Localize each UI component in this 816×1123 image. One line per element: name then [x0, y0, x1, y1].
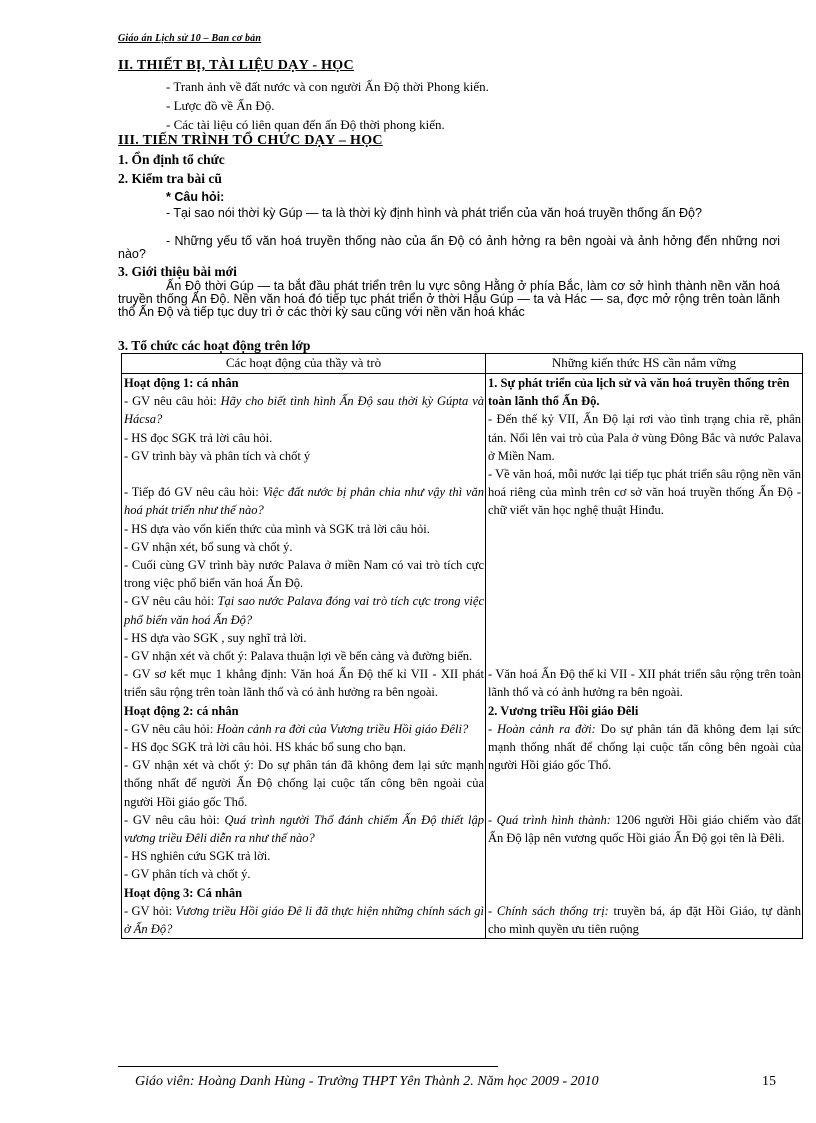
- cell-text: - Đến thế kỷ VII, Ấn Độ lại rơi vào tình trạng chia rẽ, phân tán. Nổi lên vai trò của Pala ở vùng Đông Bắc và nước Palava ở Miền Nam.: [488, 412, 801, 463]
- cell-entry: [124, 756, 484, 811]
- cell-text: - Về văn hoá, mỗi nước lại tiếp tục phát triển sâu rộng nền văn hoá riêng của mình trên cơ sở văn hoá truyền thống Ấn Độ - chữ viết văn học nghệ thuật Hinđu.: [488, 467, 801, 518]
- cell-italic-text: - Quá trình hình thành:: [488, 812, 611, 827]
- cell-italic-text: Tại sao nước Palava đóng vai trò tích cực trong việc phổ biến văn hoá Ấn Độ?: [124, 594, 484, 627]
- table-row: [122, 902, 803, 939]
- section-heading-process: III. TIẾN TRÌNH TỔ CHỨC DẠY – HỌC: [118, 133, 383, 148]
- cell-text: Do sự phân tán đã không đem lại sức mạnh thống nhất để chống lại cuộc tấn công bên ngoài của người Hồi giáo gốc Thổ.: [488, 721, 801, 773]
- list-item: - Các tài liệu có liên quan đến ấn Độ thời phong kiến.: [166, 117, 445, 132]
- cell-text: truyền bá, áp đặt Hồi Giáo, tự dành cho mình quyền ưu tiên ruộng: [488, 903, 801, 937]
- cell-italic-text: Vương triều Hồi giáo Đê li đã thực hiện những chính sách gì ở Ấn Độ?: [124, 903, 485, 937]
- cell-italic-text: Hoàn cảnh ra đời của Vương triều Hồi giáo Đêli?: [216, 721, 469, 736]
- cell-entry: [488, 465, 801, 520]
- cell-text: - HS đọc SGK trả lời câu hỏi.: [124, 430, 273, 445]
- cell-entry: [488, 665, 801, 701]
- table-row: [122, 665, 803, 701]
- activity-cell: [122, 665, 486, 701]
- review-question-2: - Những yếu tố văn hoá truyền thống nào của ấn Độ có ảnh hởng ra bên ngoài và ảnh hởng đến những nơi nào?: [118, 234, 780, 261]
- cell-text: Hoạt động 2: cá nhân: [124, 703, 239, 718]
- cell-entry: [124, 538, 484, 556]
- table-row: [122, 811, 803, 902]
- subheading-intro: 3. Giới thiệu bài mới: [118, 264, 237, 279]
- page-number: 15: [762, 1074, 776, 1089]
- subheading-activities: 3. Tổ chức các hoạt động trên lớp: [118, 338, 311, 353]
- cell-text: - GV hỏi:: [124, 903, 176, 918]
- cell-italic-text: - Chính sách thống trị:: [488, 903, 609, 918]
- cell-entry: [124, 884, 484, 902]
- cell-entry: [124, 702, 484, 720]
- subheading-stabilize: 1. Ổn định tổ chức: [118, 152, 225, 167]
- cell-entry: [124, 592, 484, 628]
- cell-text: 1. Sự phát triển của lịch sử và văn hoá truyền thống trên toàn lãnh thổ Ấn Độ.: [488, 376, 790, 409]
- table-row: [122, 374, 803, 666]
- activity-cell: [122, 374, 486, 666]
- cell-text: - HS đọc SGK trả lời câu hỏi. HS khác bổ sung cho bạn.: [124, 740, 406, 755]
- cell-entry: [124, 720, 484, 738]
- cell-text: 2. Vương triều Hồi giáo Đêli: [488, 703, 639, 718]
- cell-entry: [488, 702, 801, 720]
- cell-entry: [124, 429, 484, 447]
- cell-entry: [124, 483, 484, 519]
- cell-text: Hoạt động 3: Cá nhân: [124, 885, 243, 900]
- cell-entry: [124, 629, 484, 647]
- page-footer: Giáo viên: Hoàng Danh Hùng - Trường THPT Yên Thành 2. Năm học 2009 - 2010: [135, 1074, 599, 1089]
- list-item: - Tranh ảnh về đất nước và con người Ấn Độ thời Phong kiến.: [166, 79, 489, 94]
- cell-text: - Cuối cùng GV trình bày nước Palava ở miền Nam có vai trò tích cực trong việc phổ biến văn hoá Ấn Độ.: [124, 558, 484, 591]
- table-row: [122, 702, 803, 811]
- activity-cell: [122, 702, 486, 811]
- cell-italic-text: Hãy cho biết tình hình Ấn Độ sau thời kỳ Gúpta và Hácsa?: [124, 394, 484, 427]
- cell-entry: [488, 374, 801, 410]
- cell-text: - GV nêu câu hỏi:: [124, 721, 217, 736]
- activities-table: [121, 353, 803, 939]
- cell-entry: [124, 392, 484, 428]
- footer-divider: [118, 1066, 498, 1067]
- knowledge-cell: [486, 665, 803, 701]
- cell-italic-text: - Hoàn cảnh ra đời:: [488, 721, 596, 736]
- cell-entry: [124, 811, 484, 847]
- cell-text: - GV nêu câu hỏi:: [124, 394, 221, 409]
- cell-entry: [124, 447, 484, 465]
- cell-entry: [124, 738, 484, 756]
- knowledge-cell: [486, 811, 803, 902]
- cell-text: - HS dựa vào vốn kiến thức của mình và SGK trả lời câu hỏi.: [124, 521, 430, 536]
- column-header-knowledge: Những kiến thức HS cần nắm vững: [486, 354, 803, 374]
- cell-entry: [124, 847, 484, 865]
- cell-entry: [124, 902, 484, 938]
- question-label: * Câu hỏi:: [166, 190, 225, 204]
- cell-text: - HS dựa vào SGK , suy nghĩ trả lời.: [124, 630, 307, 645]
- cell-entry: [488, 720, 801, 775]
- cell-entry: [124, 865, 484, 883]
- review-question-1: - Tại sao nói thời kỳ Gúp — ta là thời kỳ định hình và phát triển của văn hoá truyền thống ấn Độ?: [166, 206, 702, 220]
- cell-entry: [124, 520, 484, 538]
- knowledge-cell: [486, 902, 803, 939]
- cell-entry: [124, 665, 484, 701]
- knowledge-cell: [486, 702, 803, 811]
- cell-entry: [488, 811, 801, 847]
- cell-text: Hoạt động 1: cá nhân: [124, 376, 239, 390]
- cell-text: - GV phân tích và chốt ý.: [124, 867, 251, 882]
- cell-entry: [124, 374, 484, 392]
- cell-entry: [124, 647, 484, 665]
- cell-text: - HS nghiên cứu SGK trả lời.: [124, 849, 271, 864]
- cell-entry: [488, 410, 801, 465]
- cell-entry: [124, 556, 484, 592]
- cell-text: - Văn hoá Ấn Độ thế kỉ VII - XII phát triển sâu rộng trên toàn lãnh thổ và có ảnh hưởng ra bên ngoài.: [488, 667, 801, 700]
- list-item: - Lược đồ về Ấn Độ.: [166, 98, 275, 113]
- activity-cell: [122, 811, 486, 902]
- cell-text: - GV nhận xét, bổ sung và chốt ý.: [124, 539, 293, 554]
- activity-cell: [122, 902, 486, 939]
- cell-text: - GV nhận xét và chốt ý: Palava thuận lợi về bến cảng và đường biển.: [124, 649, 473, 664]
- cell-text: - Tiếp đó GV nêu câu hỏi:: [124, 485, 263, 500]
- knowledge-cell: [486, 374, 803, 666]
- cell-entry: [488, 902, 801, 938]
- cell-text: - GV trình bày và phân tích và chốt ý: [124, 448, 311, 463]
- intro-paragraph: Ấn Độ thời Gúp — ta bắt đầu phát triển trên lu vực sông Hằng ở phía Bắc, làm cơ sở hình thành nền văn hoá truyền thống Ấn Độ. Nền văn hoá đó tiếp tục phát triển ở thời Hậu Gúp — ta và Hác — sa, đợc mở rộng trên toàn lãnh thổ Ấn Độ và tiếp tục duy trì ở các thời kỳ sau cũng với nền văn hoá khác: [118, 279, 780, 319]
- column-header-activities: Các hoạt động của thầy và trò: [122, 354, 486, 374]
- cell-text: 1206 người Hồi giáo chiếm vào đất Ấn Độ lập nên vương quốc Hồi giáo Ấn Độ gọi tên là Đêli.: [488, 812, 802, 846]
- section-heading-equipment: II. THIẾT BỊ, TÀI LIỆU DẠY - HỌC: [118, 58, 354, 73]
- cell-italic-text: Việc đất nước bị phân chia như vậy thì văn hoá phát triển như thế nào?: [124, 485, 484, 518]
- cell-text: - GV sơ kết mục 1 khẳng định: Văn hoá Ấn Độ thế kỉ VII - XII phát triển sâu rộng trên toàn lãnh thổ và có ảnh hưởng ra bên ngoài.: [124, 667, 484, 700]
- cell-text: - GV nêu câu hỏi:: [124, 812, 225, 827]
- cell-entry: [124, 465, 484, 483]
- cell-text: - GV nhận xét và chốt ý: Do sự phân tán đã không đem lại sức mạnh thống nhất để người Ấn Độ chống lại cuộc tấn công bên ngoài của người Hồi giáo gốc Thổ.: [124, 758, 484, 809]
- page-header: Giáo án Lịch sử 10 – Ban cơ bản: [118, 33, 262, 44]
- subheading-review: 2. Kiểm tra bài cũ: [118, 171, 222, 186]
- cell-text: - GV nêu câu hỏi:: [124, 594, 218, 609]
- cell-italic-text: Quá trình người Thổ đánh chiếm Ấn Độ thiết lập vương triều Đêli diễn ra như thế nào?: [124, 812, 484, 846]
